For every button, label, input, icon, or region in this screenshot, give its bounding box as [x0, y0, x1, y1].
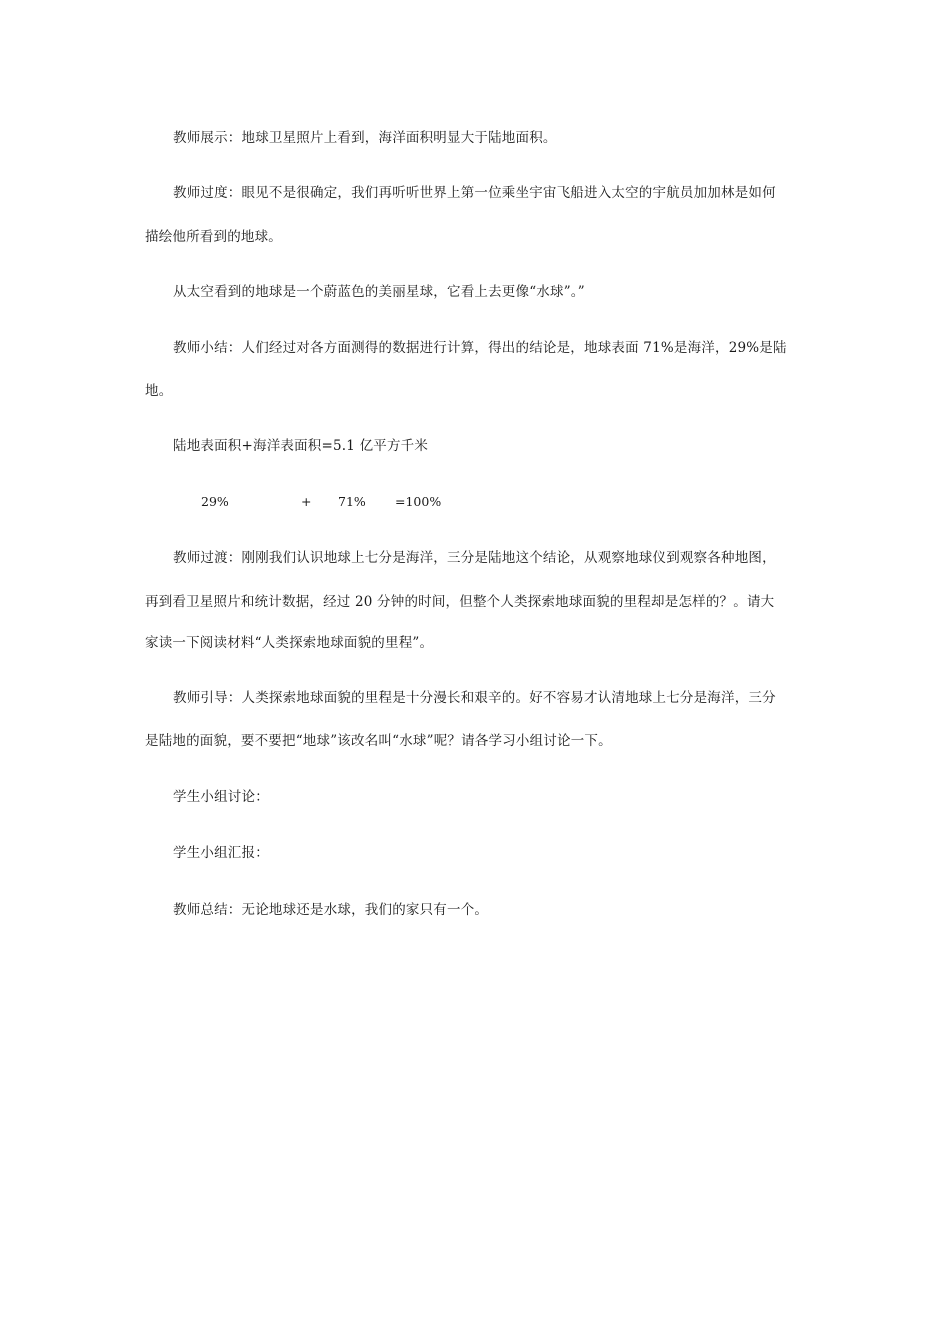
total-percentage: =100% [395, 494, 442, 509]
area-formula: 陆地表面积+海洋表面积=5.1 亿平方千米 [173, 438, 429, 454]
paragraph-teacher-show: 教师展示：地球卫星照片上看到，海洋面积明显大于陆地面积。 [173, 130, 557, 146]
paragraph-teacher-conclusion: 教师总结：无论地球还是水球，我们的家只有一个。 [173, 902, 489, 918]
plus-sign: + [301, 494, 312, 509]
paragraph-student-discussion: 学生小组讨论： [173, 789, 269, 805]
paragraph-student-report: 学生小组汇报： [173, 845, 269, 861]
percentage-equation [0, 493, 950, 511]
paragraph-teacher-transition2-line1: 教师过渡：刚刚我们认识地球上七分是海洋，三分是陆地这个结论，从观察地球仪到观察各种地图， [173, 550, 776, 566]
paragraph-teacher-transition2-line3: 家读一下阅读材料“人类探索地球面貌的里程”。 [145, 635, 434, 651]
ocean-percentage: 71% [338, 494, 366, 509]
paragraph-teacher-summary-line1: 教师小结：人们经过对各方面测得的数据进行计算，得出的结论是，地球表面 71%是海洋，29%是陆 [173, 340, 787, 356]
paragraph-teacher-guide-line2: 是陆地的面貌，要不要把“地球”该改名叫“水球”呢？请各学习小组讨论一下。 [145, 733, 612, 749]
paragraph-teacher-transition-line1: 教师过度：眼见不是很确定，我们再听听世界上第一位乘坐宇宙飞船进入太空的宇航员加加林是如何 [173, 185, 776, 201]
land-percentage: 29% [201, 494, 229, 509]
paragraph-teacher-summary-line2: 地。 [145, 383, 173, 399]
paragraph-quote: 从太空看到的地球是一个蔚蓝色的美丽星球，它看上去更像“水球”。” [173, 284, 585, 300]
paragraph-teacher-transition2-line2: 再到看卫星照片和统计数据，经过 20 分钟的时间，但整个人类探索地球面貌的里程却是怎样的？。请大 [145, 594, 775, 610]
paragraph-teacher-guide-line1: 教师引导：人类探索地球面貌的里程是十分漫长和艰辛的。好不容易才认清地球上七分是海洋，三分 [173, 690, 776, 706]
paragraph-teacher-transition-line2: 描绘他所看到的地球。 [145, 229, 282, 245]
